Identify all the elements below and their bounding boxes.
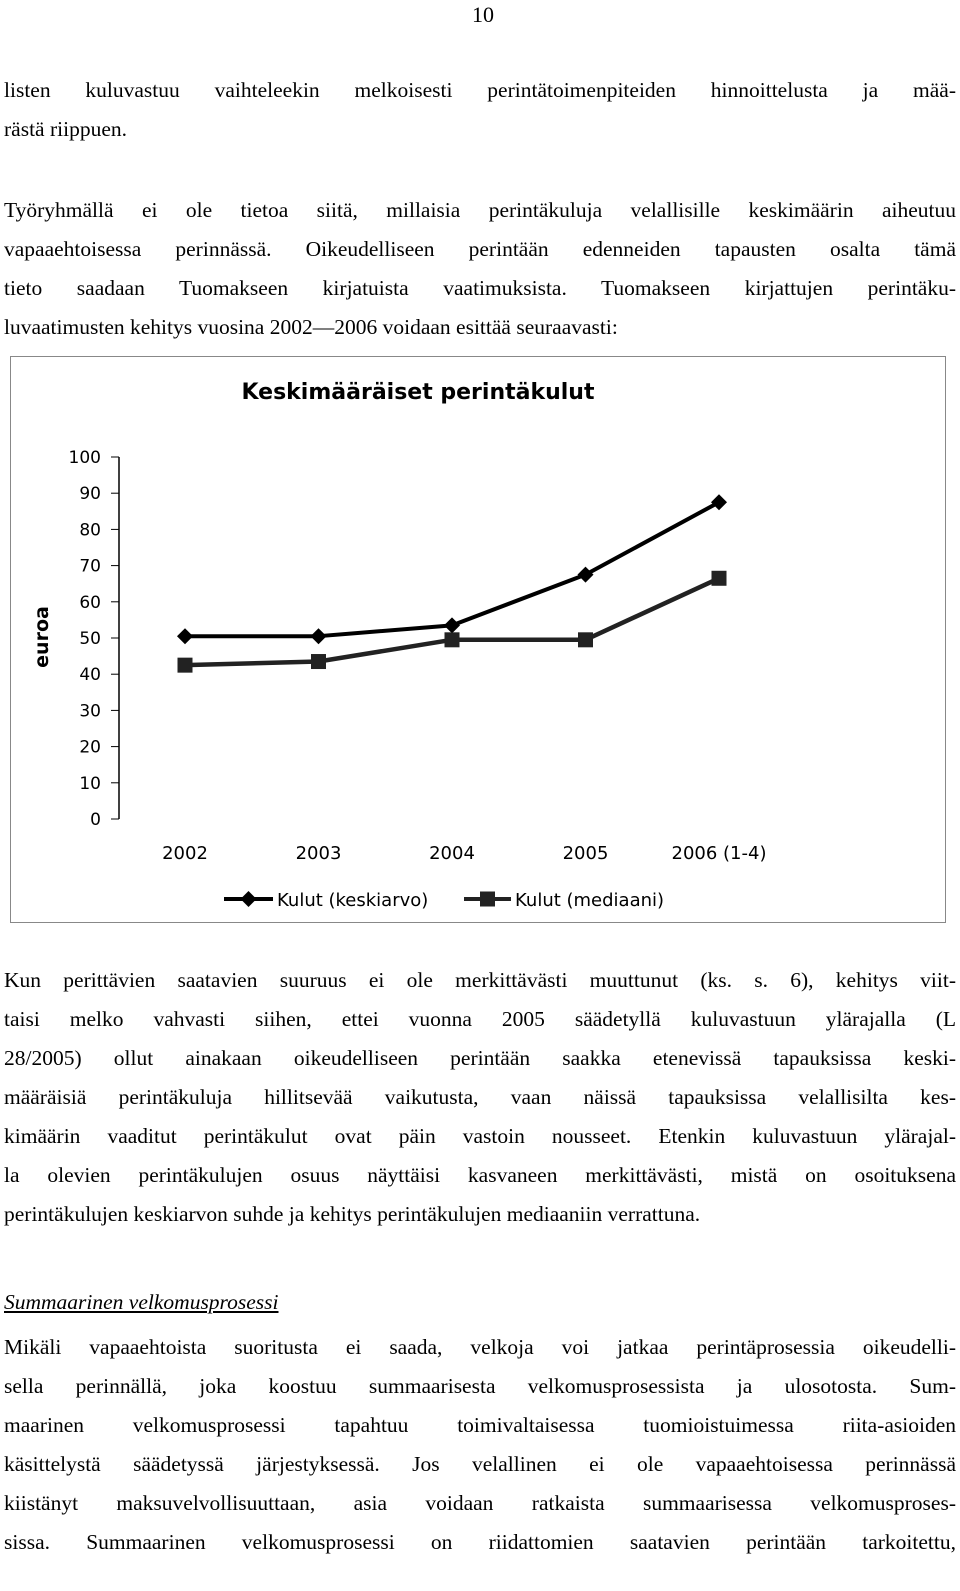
data-point-square (445, 632, 460, 647)
text-line: sella perinnällä, joka koostuu summaarisesta velkomusprosessista ja ulosotosta. Sum- (4, 1374, 956, 1398)
page-number: 10 (472, 2, 494, 27)
legend (224, 890, 664, 911)
data-point-diamond (578, 567, 594, 583)
text-line: kiistänyt maksuvelvollisuuttaan, asia voidaan ratkaista summaarisessa velkomusproses- (4, 1491, 956, 1515)
text-line: sissa. Summaarinen velkomusprosessi on riidattomien saatavien perintään tarkoitettu, (4, 1530, 956, 1554)
text-line: listen kuluvastuu vaihteleekin melkoisesti perintätoimenpiteiden hinnoittelusta ja mää- (4, 78, 956, 102)
paragraph-1 (4, 71, 956, 149)
text-line: taisi melko vahvasti siihen, ettei vuonna 2005 säädetyllä kuluvastuun ylärajalla (L (4, 1007, 956, 1031)
data-point-diamond (311, 628, 327, 644)
legend-label: Kulut (keskiarvo) (277, 890, 429, 911)
text-line: la olevien perintäkulujen osuus näyttäisi kasvaneen merkittävästi, mistä on osoituksena (4, 1163, 956, 1187)
text-line: vapaaehtoisessa perinnässä. Oikeudelliseen perintään edenneiden tapausten osalta tämä (4, 237, 956, 261)
text-line: rästä riippuen. (4, 117, 127, 141)
text-line: Työryhmällä ei ole tietoa siitä, millaisia perintäkuluja velallisille keskimäärin aiheutuu (4, 198, 956, 222)
axes (69, 448, 767, 864)
y-tick-label: 60 (79, 592, 101, 613)
paragraph-4 (4, 1328, 956, 1562)
section-heading: Summaarinen velkomusprosessi (4, 1290, 279, 1314)
y-tick-label: 0 (90, 810, 101, 830)
text-line: maarinen velkomusprosessi tapahtuu toimivaltaisessa tuomioistuimessa riita-asioiden (4, 1413, 956, 1437)
series-layer (177, 494, 727, 672)
data-point-square (178, 658, 193, 673)
legend-marker-square (480, 892, 495, 907)
y-tick-label: 70 (79, 556, 101, 577)
y-tick-label: 50 (79, 629, 101, 649)
data-point-square (311, 654, 326, 669)
data-point-square (712, 571, 727, 586)
data-point-diamond (444, 617, 460, 633)
data-point-diamond (177, 628, 193, 644)
paragraph-3 (4, 961, 956, 1234)
data-point-square (578, 632, 593, 647)
y-axis-label: euroa (31, 606, 53, 668)
text-line: tieto saadaan Tuomakseen kirjatuista vaatimuksista. Tuomakseen kirjattujen perintäku- (4, 276, 956, 300)
y-tick-label: 10 (79, 773, 101, 794)
text-line: käsittelystä säädetyssä järjestyksessä. Jos velallinen ei ole vapaaehtoisessa perinnässä (4, 1452, 956, 1476)
y-tick-label: 100 (68, 448, 101, 468)
x-tick-label: 2006 (1-4) (671, 843, 767, 864)
text-line: perintäkulujen keskiarvon suhde ja kehitys perintäkulujen mediaaniin verrattuna. (4, 1202, 701, 1226)
legend-label: Kulut (mediaani) (515, 890, 665, 911)
text-line: Mikäli vapaaehtoista suoritusta ei saada, velkoja voi jatkaa perintäprosessia oikeudelli- (4, 1335, 956, 1359)
chart-title: Keskimääräiset perintäkulut (241, 380, 595, 405)
y-tick-label: 30 (79, 701, 101, 722)
x-tick-label: 2005 (562, 843, 609, 864)
line-chart (11, 357, 945, 922)
y-tick-label: 80 (79, 520, 101, 541)
y-tick-label: 20 (79, 737, 101, 758)
text-line: luvaatimusten kehitys vuosina 2002—2006 voidaan esittää seuraavasti: (4, 315, 618, 339)
chart-frame (10, 356, 946, 923)
text-line: kimäärin vaaditut perintäkulut ovat päin vastoin nousseet. Etenkin kuluvastuun ylärajal- (4, 1124, 956, 1148)
x-tick-label: 2002 (162, 843, 208, 864)
text-line: 28/2005) ollut ainakaan oikeudelliseen perintään saakka etenevissä tapauksissa keski- (4, 1046, 956, 1070)
x-tick-label: 2003 (295, 843, 342, 864)
text-line: määräisiä perintäkuluja hillitsevää vaikutusta, vaan näissä tapauksissa velallisilta kes- (4, 1085, 956, 1109)
legend-marker-diamond (241, 891, 257, 907)
text-line: Kun perittävien saatavien suuruus ei ole merkittävästi muuttunut (ks. s. 6), kehitys viit- (4, 968, 956, 992)
data-point-diamond (711, 494, 727, 510)
paragraph-2 (4, 191, 956, 347)
y-tick-label: 40 (79, 665, 101, 686)
x-tick-label: 2004 (429, 843, 475, 864)
y-tick-label: 90 (79, 484, 101, 505)
